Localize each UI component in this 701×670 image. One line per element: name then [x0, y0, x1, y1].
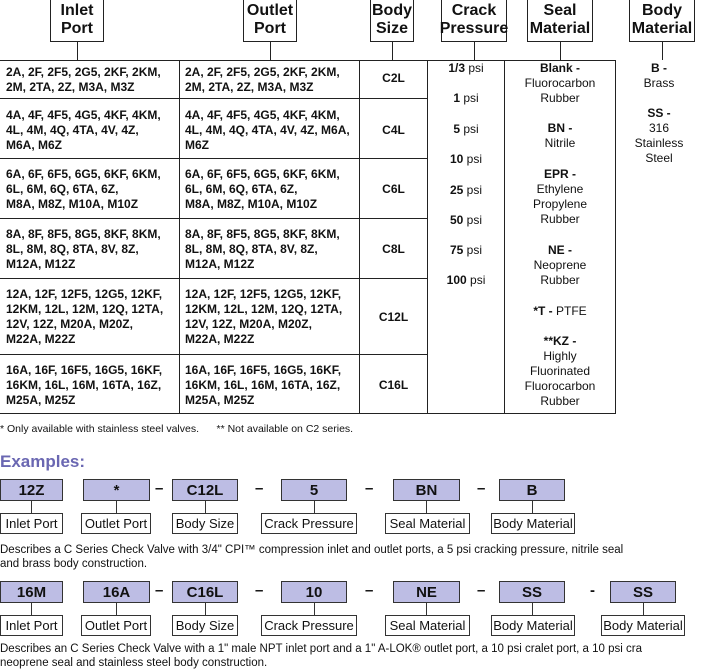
- connector: [205, 501, 206, 513]
- header-outlet-connector: [270, 42, 271, 60]
- pressure-option: 10 psi: [449, 152, 483, 166]
- row-divider: [0, 158, 427, 159]
- header-body-size-connector: [392, 42, 393, 60]
- seal-option-ptfe: *T - PTFE: [533, 304, 587, 318]
- inlet-ports-c8l: 8A, 8F, 8F5, 8G5, 8KF, 8KM, 8L, 8M, 8Q, 8TA, 8V, 8Z, M12A, M12Z: [6, 227, 161, 271]
- pressure-option: 1/3 psi: [448, 61, 484, 75]
- example1-label-size: Body Size: [172, 513, 238, 534]
- connector: [205, 603, 206, 615]
- connector: [116, 603, 117, 615]
- example1-label-body: Body Material: [491, 513, 575, 534]
- separator-dash: –: [155, 582, 164, 599]
- example2-label-size: Body Size: [172, 615, 238, 636]
- table-divider: [359, 60, 360, 414]
- body-size-c8l: C8L: [382, 242, 405, 256]
- header-crack-connector: [474, 42, 475, 60]
- row-divider: [0, 354, 427, 355]
- pressure-option: 50 psi: [449, 213, 483, 227]
- inlet-ports-c6l: 6A, 6F, 6F5, 6G5, 6KF, 6KM, 6L, 6M, 6Q, 6TA, 6Z, M8A, M8Z, M10A, M10Z: [6, 167, 161, 211]
- header-outlet-port: Outlet Port: [243, 0, 297, 42]
- outlet-ports-c4l: 4A, 4F, 4F5, 4G5, 4KF, 4KM, 4L, 4M, 4Q, 4TA, 4V, 4Z, M6A, M6Z: [185, 108, 350, 152]
- example1-label-pressure: Crack Pressure: [261, 513, 357, 534]
- separator-dash: -: [590, 582, 595, 599]
- header-body-material-connector: [662, 42, 663, 60]
- inlet-ports-c2l: 2A, 2F, 2F5, 2G5, 2KF, 2KM, 2M, 2TA, 2Z, M3A, M3Z: [6, 65, 161, 94]
- example1-label-inlet: Inlet Port: [0, 513, 63, 534]
- row-divider: [0, 278, 427, 279]
- seal-option-nitrile: BN - Nitrile: [544, 121, 576, 150]
- example1-label-outlet: Outlet Port: [81, 513, 151, 534]
- pressure-option: 1 psi: [453, 91, 479, 105]
- connector: [643, 603, 644, 615]
- example1-inlet-code: 12Z: [0, 479, 63, 501]
- connector: [426, 603, 427, 615]
- connector: [314, 603, 315, 615]
- separator-dash: –: [255, 582, 264, 599]
- connector: [426, 501, 427, 513]
- connector: [314, 501, 315, 513]
- example2-outlet-code: 16A: [83, 581, 150, 603]
- connector: [532, 603, 533, 615]
- inlet-ports-c16l: 16A, 16F, 16F5, 16G5, 16KF, 16KM, 16L, 16M, 16TA, 16Z, M25A, M25Z: [6, 363, 163, 407]
- outlet-ports-c2l: 2A, 2F, 2F5, 2G5, 2KF, 2KM, 2M, 2TA, 2Z, M3A, M3Z: [185, 65, 340, 94]
- example1-seal-code: BN: [393, 479, 460, 501]
- pressure-option: 25 psi: [449, 183, 483, 197]
- body-size-c2l: C2L: [382, 71, 405, 85]
- example2-pressure-code: 10: [281, 581, 347, 603]
- row-divider: [0, 98, 427, 99]
- separator-dash: –: [477, 480, 486, 497]
- separator-dash: –: [255, 480, 264, 497]
- separator-dash: –: [155, 480, 164, 497]
- header-inlet-port: Inlet Port: [50, 0, 104, 42]
- inlet-ports-c4l: 4A, 4F, 4F5, 4G5, 4KF, 4KM, 4L, 4M, 4Q, 4TA, 4V, 4Z, M6A, M6Z: [6, 108, 161, 152]
- footnote: * Only available with stainless steel valves. ** Not available on C2 series.: [0, 423, 354, 435]
- header-inlet-connector: [77, 42, 78, 60]
- row-divider: [0, 218, 427, 219]
- header-seal-material: Seal Material: [527, 0, 593, 42]
- body-option-brass: B - Brass: [643, 61, 675, 90]
- table-divider: [179, 60, 180, 414]
- example2-description: Describes an C Series Check Valve with a 1" male NPT inlet port and a 1" A-LOK® outlet port, a 10 psi cralet port, a 10 psi cra neoprene seal and stainless steel body construction.: [0, 643, 642, 669]
- example1-size-code: C12L: [172, 479, 238, 501]
- inlet-ports-c12l: 12A, 12F, 12F5, 12G5, 12KF, 12KM, 12L, 12M, 12Q, 12TA, 12V, 12Z, M20A, M20Z, M22A, M22Z: [6, 287, 164, 346]
- body-option-stainless: SS - 316 Stainless Steel: [634, 106, 684, 165]
- outlet-ports-c12l: 12A, 12F, 12F5, 12G5, 12KF, 12KM, 12L, 12M, 12Q, 12TA, 12V, 12Z, M20A, M20Z, M22A, M22Z: [185, 287, 343, 346]
- example1-label-seal: Seal Material: [385, 513, 470, 534]
- connector: [31, 501, 32, 513]
- example2-label-inlet: Inlet Port: [0, 615, 63, 636]
- pressure-option: 75 psi: [449, 243, 483, 257]
- seal-option-epr: EPR - Ethylene Propylene Rubber: [532, 167, 588, 226]
- example2-label-outlet: Outlet Port: [81, 615, 151, 636]
- seal-option-kz: **KZ - Highly Fluorinated Fluorocarbon Rubber: [524, 334, 596, 408]
- header-crack-pressure: Crack Pressure: [441, 0, 507, 42]
- pressure-option: 100 psi: [446, 273, 486, 287]
- example1-outlet-code: *: [83, 479, 150, 501]
- examples-heading: Examples:: [0, 452, 86, 471]
- example2-body-code-2: SS: [610, 581, 676, 603]
- example2-inlet-code: 16M: [0, 581, 63, 603]
- example2-label-body: Body Material: [491, 615, 575, 636]
- body-size-c12l: C12L: [378, 310, 409, 324]
- outlet-ports-c6l: 6A, 6F, 6F5, 6G5, 6KF, 6KM, 6L, 6M, 6Q, 6TA, 6Z, M8A, M8Z, M10A, M10Z: [185, 167, 340, 211]
- separator-dash: –: [365, 582, 374, 599]
- example2-body-code: SS: [499, 581, 565, 603]
- table-divider: [427, 60, 428, 414]
- body-size-c6l: C6L: [382, 182, 405, 196]
- header-seal-connector: [560, 42, 561, 60]
- example1-description: Describes a C Series Check Valve with 3/4" CPI™ compression inlet and outlet ports, a 5 psi cracking pressure, nitrile seal and brass body construction.: [0, 544, 624, 570]
- example1-body-code: B: [499, 479, 565, 501]
- separator-dash: –: [477, 582, 486, 599]
- body-size-c16l: C16L: [378, 378, 409, 392]
- example1-pressure-code: 5: [281, 479, 347, 501]
- connector: [31, 603, 32, 615]
- separator-dash: –: [365, 480, 374, 497]
- connector: [116, 501, 117, 513]
- outlet-ports-c8l: 8A, 8F, 8F5, 8G5, 8KF, 8KM, 8L, 8M, 8Q, 8TA, 8V, 8Z, M12A, M12Z: [185, 227, 340, 271]
- example2-label-seal: Seal Material: [385, 615, 470, 636]
- header-body-size: Body Size: [370, 0, 414, 42]
- example2-seal-code: NE: [393, 581, 460, 603]
- seal-option-neoprene: NE - Neoprene Rubber: [533, 243, 587, 287]
- header-body-material: Body Material: [629, 0, 695, 42]
- table-divider: [615, 60, 616, 414]
- connector: [532, 501, 533, 513]
- example2-size-code: C16L: [172, 581, 238, 603]
- seal-option-fluorocarbon: Blank - Fluorocarbon Rubber: [524, 61, 596, 105]
- body-size-c4l: C4L: [382, 123, 405, 137]
- pressure-option: 5 psi: [453, 122, 479, 136]
- example2-label-body-2: Body Material: [601, 615, 685, 636]
- example2-label-pressure: Crack Pressure: [261, 615, 357, 636]
- outlet-ports-c16l: 16A, 16F, 16F5, 16G5, 16KF, 16KM, 16L, 16M, 16TA, 16Z, M25A, M25Z: [185, 363, 342, 407]
